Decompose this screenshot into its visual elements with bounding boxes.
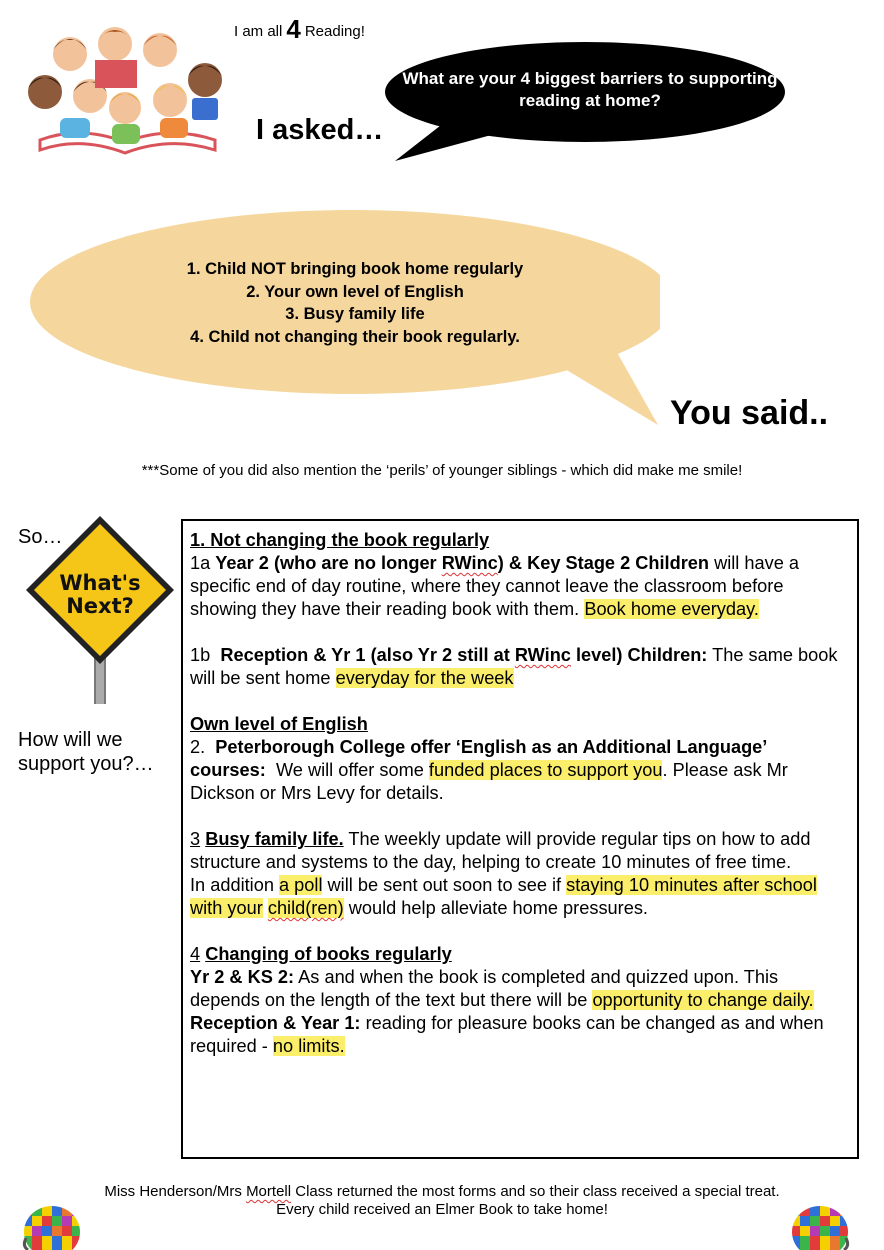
answer-item: 1. Child NOT bringing book home regularly xyxy=(186,260,524,278)
how-label: How will we support you?… xyxy=(18,729,154,775)
i-asked-label: I asked… xyxy=(256,114,384,146)
section3-poll-paragraph: In addition a poll will be sent out soon to see if staying 10 minutes after school with your child(ren) would help alleviate home pressures. xyxy=(190,875,817,918)
you-said-label: You said.. xyxy=(670,394,829,432)
footnote: ***Some of you did also mention the ‘perils’ of younger siblings - which did make me smile! xyxy=(141,462,743,479)
so-label: So… xyxy=(18,526,63,548)
section1-heading: 1. Not changing the book regularly xyxy=(190,530,490,550)
answer-item: 3. Busy family life xyxy=(285,305,425,324)
section3-paragraph: 3 Busy family life. The weekly update will provide regular tips on how to add structure and systems to the day, helping to create 10 minutes of free time. xyxy=(190,829,811,872)
elmer-elephant-right-icon xyxy=(790,1198,852,1250)
answers-list xyxy=(60,258,650,349)
section3-heading: Busy family life. xyxy=(205,829,344,849)
section2-heading: Own level of English xyxy=(190,714,368,734)
question-text: What are your 4 biggest barriers to supporting reading at home? xyxy=(402,69,778,110)
section2-paragraph: 2. Peterborough College offer ‘English as an Additional Language’ courses: We will offer some funded places to support you. Please ask Mr Dickson or Mrs Levy for details. xyxy=(190,737,788,803)
section1b-paragraph: 1b Reception & Yr 1 (also Yr 2 still at RWinc level) Children: The same book will be sent home everyday for the week xyxy=(190,645,838,688)
section4-heading: Changing of books regularly xyxy=(205,944,452,964)
answer-item: 4. Child not changing their book regularly. xyxy=(190,328,520,347)
section4-heading-line: 4 Changing of books regularly xyxy=(190,944,452,964)
sign-line-1: What's xyxy=(59,571,141,595)
section1a-paragraph: 1a Year 2 (who are no longer RWinc) & Key Stage 2 Children will have a specific end of day routine, where they cannot leave the classroom before showing they have their reading book with them. Book home everyday. xyxy=(190,553,800,619)
whats-next-sign-icon xyxy=(24,514,176,706)
sign-line-2: Next? xyxy=(66,594,134,618)
children-reading-illustration xyxy=(20,20,235,160)
header-title-post: Reading! xyxy=(304,23,365,40)
footer-line-2: Every child received an Elmer Book to take home! xyxy=(276,1201,608,1218)
footer-line-1: Miss Henderson/Mrs Mortell Class returned the most forms and so their class received a special treat. xyxy=(104,1183,780,1200)
header-title-number: 4 xyxy=(286,14,301,44)
support-plan-content xyxy=(190,529,850,1058)
header-title-pre: I am all xyxy=(234,23,283,40)
footer-message xyxy=(0,1183,884,1219)
section4-reception-paragraph: Reception & Year 1: reading for pleasure books can be changed as and when required - no limits. xyxy=(190,1013,824,1056)
section4-ks2-paragraph: Yr 2 & KS 2: As and when the book is completed and quizzed upon. This depends on the length of the text but there will be opportunity to change daily. xyxy=(190,967,814,1010)
page-header xyxy=(234,14,365,45)
elmer-elephant-left-icon xyxy=(22,1198,84,1250)
answer-item: 2. Your own level of English xyxy=(246,282,464,301)
